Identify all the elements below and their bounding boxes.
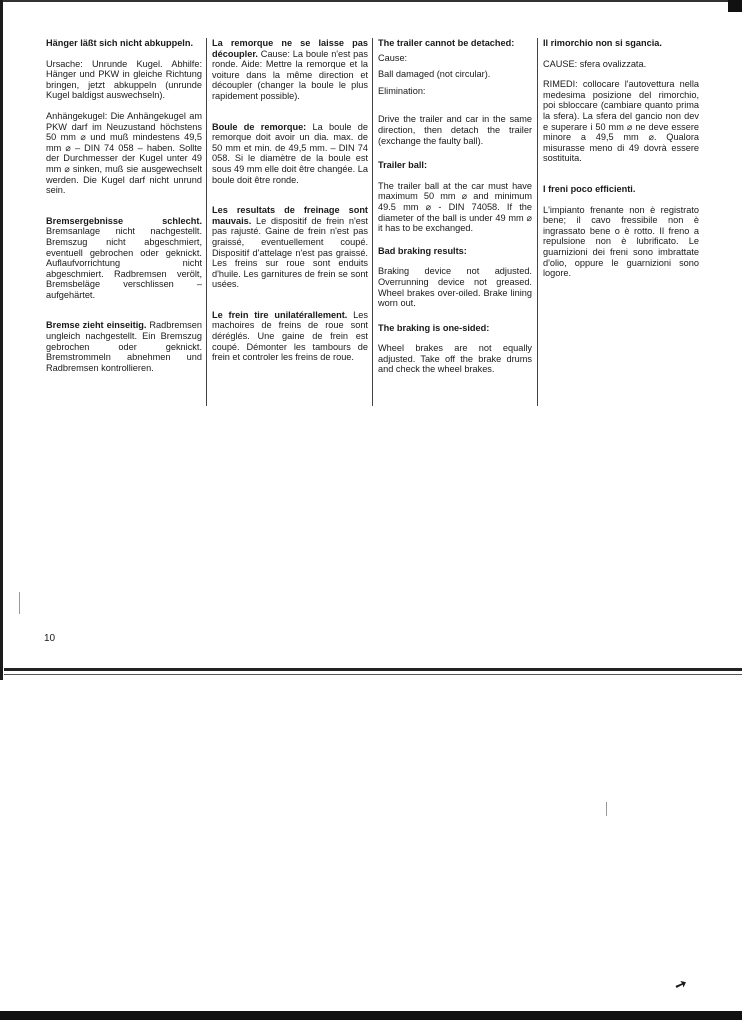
column-french: [212, 38, 368, 363]
heading-one-sided-fr: Le frein tire unilatérallement.: [212, 309, 348, 320]
text-trailer-not-detach-fr: Cause: La boule n'est pas ronde. Aide: Mettre la remorque et la voiture dans la même direction et découpler (changer la boule le plus rapidement possible).: [212, 48, 368, 101]
paragraph-trailer-ball-en: The trailer ball at the car must have maximum 50 mm ⌀ and minimum 49.5 mm ⌀ - DIN 74058. If the diameter of the ball is under 49 mm ⌀ it has to be exchanged.: [378, 180, 532, 234]
scan-ink-mark: ➚: [672, 974, 690, 994]
column-divider: [206, 38, 207, 406]
paragraph-one-sided-de: [46, 320, 202, 373]
label-elimination-en: Elimination:: [378, 85, 426, 96]
paragraph-remedy-it: RIMEDI: collocare l'autovettura nella medesima posizione del rimorchio, poi sbloccare (cambiare quanto prima la sfera). La sfera del gancio non dev e superare i 50 mm ⌀ ne deve essere minore a 49,5 mm ⌀. Qualora misurasse meno di 49 dovrà essere sostituita.: [543, 79, 699, 164]
column-divider: [372, 38, 373, 406]
text-trailer-ball-fr: La boule de remorque doit avoir un dia. max. de 50 mm et min. de 49,5 mm. – DIN 74 058. Si le diamètre de la boule est sous 49 mm elle doit être changée. La boule doit être ronde.: [212, 121, 368, 185]
paragraph-trailer-not-detach-fr: [212, 38, 368, 102]
scan-top-edge: [0, 0, 730, 2]
paragraph-one-sided-en: Wheel brakes are not equally adjusted. Take off the brake drums and check the wheel brakes.: [378, 343, 532, 375]
scan-mark: [606, 802, 607, 816]
paragraph-one-sided-fr: [212, 310, 368, 363]
paragraph-cause-it: CAUSE: sfera ovalizzata.: [543, 58, 647, 69]
text-cause-en: Ball damaged (not circular).: [378, 69, 491, 80]
scan-left-edge: [0, 0, 3, 680]
heading-braking-de: Bremsergebnisse schlecht.: [46, 215, 202, 226]
paragraph-braking-en: Braking device not adjusted. Overrunning device not greased. Wheel brakes over-oiled. Brake lining worn out.: [378, 266, 532, 309]
heading-trailer-not-detach-de: Hänger läßt sich nicht abkuppeln.: [46, 38, 194, 48]
page-bottom-rule: [4, 668, 742, 671]
page-bottom-rule-thin: [4, 674, 742, 675]
paragraph-trailer-ball-de: Anhängekugel: Die Anhängekugel am PKW darf im Neuzustand höchstens 50 mm ⌀ und muß mindestens 49,5 mm ⌀ – DIN 74 058 – haben. Sollte der Durchmesser der Kugel unter 49 mm ⌀ sinken, muß sie ausgewechselt werden. Die Kugel darf nicht unrund sein.: [46, 110, 202, 196]
paragraph-brakes-it: L'impianto frenante non è registrato bene; il cavo fressibile non è ingrassato bene o è rotto. Il freno a repulsione non è lubrificato. Le guarnizioni dei freni sono imbrattate d'olio, oppure le guarnizioni sono logore.: [543, 204, 699, 279]
scan-corner-mark: [728, 0, 742, 12]
heading-braking-fr: Les resultats de freinage sont mauvais.: [212, 205, 368, 226]
heading-one-sided-en: The braking is one-sided:: [378, 322, 490, 333]
scan-bottom-edge: [0, 1011, 742, 1020]
heading-trailer-not-detach-fr: La remorque ne se laisse pas découpler.: [212, 38, 368, 59]
text-braking-fr: Le dispositif de frein n'est pas rajusté. Gaine de frein n'est pas graissé, eventuellement coupé. Dispositif d'attelage n'est pas graissé. Les freins sur roue sont enduits d'huile. Les garnitures de frein se sont usées.: [212, 215, 368, 290]
column-german: [46, 38, 202, 373]
text-one-sided-de: Radbremsen ungleich nachgestellt. Ein Bremszug gebrochen oder geknickt. Bremstrommeln abnehmen und Radbremsen kontrollieren.: [46, 320, 202, 373]
column-italian: [543, 38, 699, 279]
heading-trailer-not-detach-it: Il rimorchio non si sgancia.: [543, 38, 662, 48]
column-english: [378, 38, 532, 375]
scan-mark: [19, 592, 20, 614]
heading-trailer-not-detach-en: The trailer cannot be detached:: [378, 38, 515, 48]
paragraph-braking-fr: [212, 205, 368, 290]
text-braking-de: Bremsanlage nicht nachgestellt. Bremszug nicht abgeschmiert, eventuell gebrochen oder geknickt. Auflaufvorrichtung nicht abgeschmiert. Radbremsen verölt, Bremsbeläge verschlissen – aufgehärtet.: [46, 226, 202, 300]
paragraph-braking-de: [46, 216, 202, 301]
label-cause-en: Cause:: [378, 52, 408, 63]
paragraph-trailer-ball-fr: [212, 122, 368, 186]
page-number: 10: [44, 633, 56, 644]
heading-trailer-ball-en: Trailer ball:: [378, 160, 428, 171]
heading-braking-en: Bad braking results:: [378, 245, 467, 256]
heading-trailer-ball-fr: Boule de remorque:: [212, 121, 307, 132]
paragraph-elimination-en: Drive the trailer and car in the same direction, then detach the trailer (exchange the faulty ball).: [378, 114, 532, 146]
column-divider: [537, 38, 538, 406]
text-one-sided-fr: Les machoires de freins de roue sont déréglés. Une gaine de frein est coupé. Démonter les tambours de frein et controler les freins de roue.: [212, 309, 368, 363]
heading-brakes-it: I freni poco efficienti.: [543, 183, 636, 194]
heading-one-sided-de: Bremse zieht einseitig.: [46, 320, 147, 331]
paragraph-cause-de: Ursache: Unrunde Kugel. Abhilfe: Hänger und PKW in gleiche Richtung bringen, jetzt abkuppeln (unrunde Kugel baldigst auswechseln).: [46, 58, 202, 101]
